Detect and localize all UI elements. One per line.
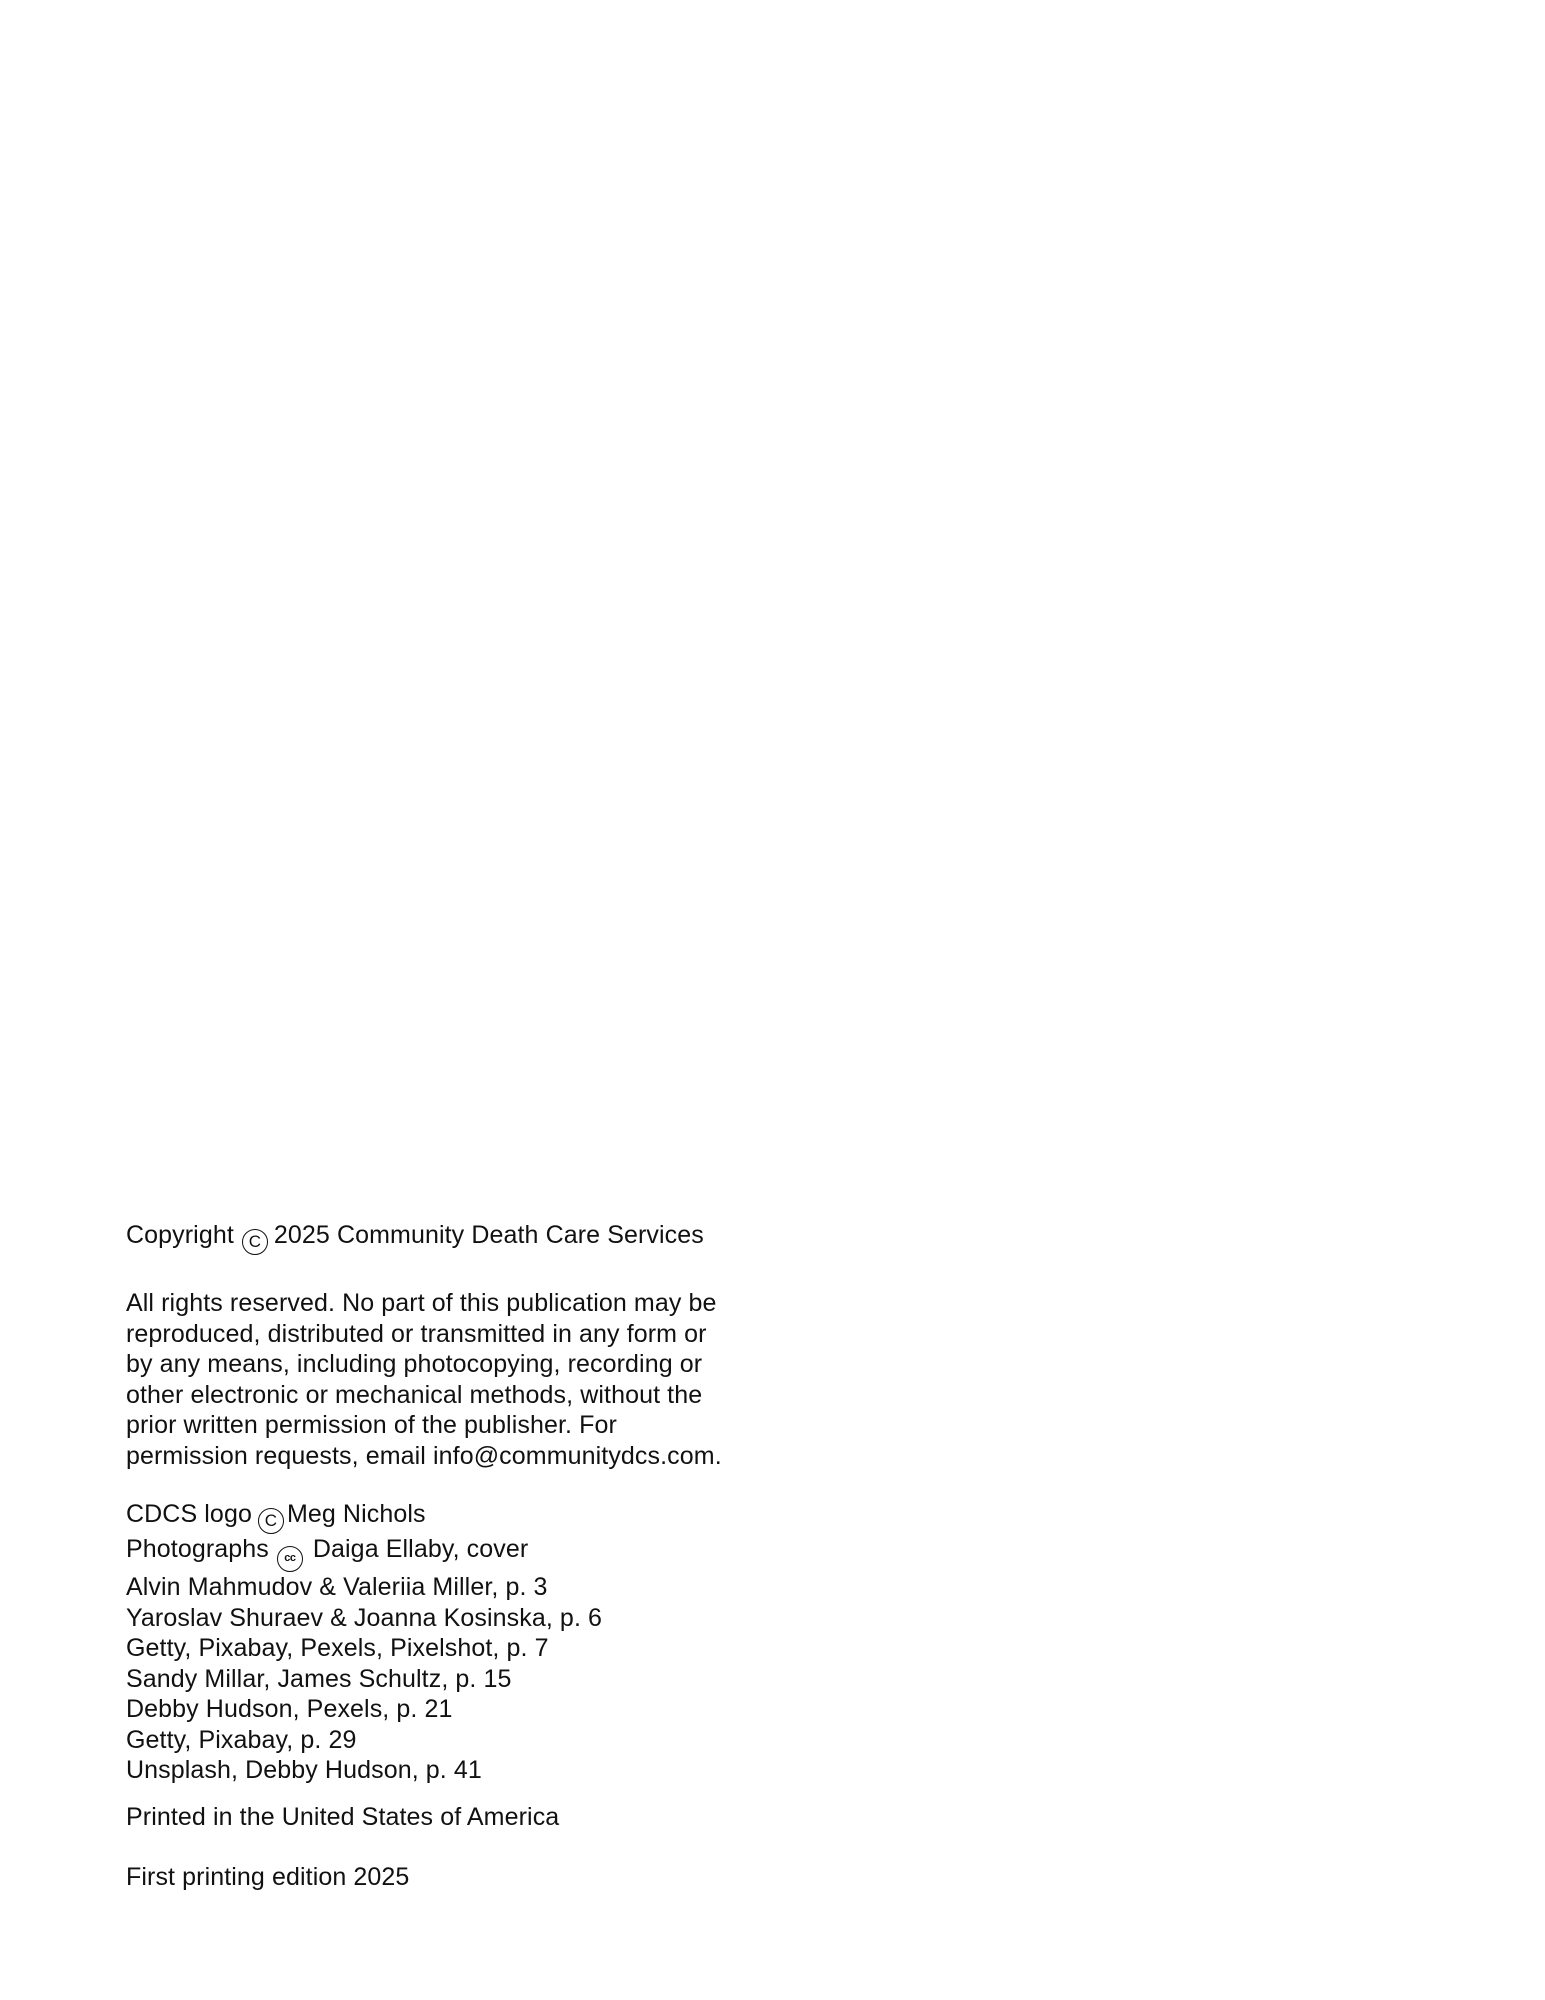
edition-notice: First printing edition 2025 xyxy=(126,1863,410,1891)
creative-commons-icon: cc xyxy=(277,1546,303,1572)
rights-line: by any means, including photocopying, recording or xyxy=(126,1350,703,1378)
photo-credit-line: Yaroslav Shuraev & Joanna Kosinska, p. 6 xyxy=(126,1603,603,1632)
photo-credit-first: Daiga Ellaby, cover xyxy=(312,1535,529,1563)
rights-line: All rights reserved. No part of this publication may be xyxy=(126,1289,717,1317)
copyright-symbol-icon: C xyxy=(242,1229,268,1255)
rights-line: reproduced, distributed or transmitted in any form or xyxy=(126,1319,707,1348)
logo-credit-owner: Meg Nichols xyxy=(286,1500,426,1528)
photo-credit-line: Debby Hudson, Pexels, p. 21 xyxy=(126,1695,453,1723)
photo-credit-line: Sandy Millar, James Schultz, p. 15 xyxy=(126,1664,512,1693)
image-credits xyxy=(126,1499,602,1786)
photo-credit-line: Alvin Mahmudov & Valeriia Miller, p. 3 xyxy=(126,1573,548,1601)
copyright-notice xyxy=(126,1220,704,1255)
printed-in-notice: Printed in the United States of America xyxy=(126,1803,560,1831)
rights-line: other electronic or mechanical methods, without the xyxy=(126,1380,703,1409)
copyright-holder: 2025 Community Death Care Services xyxy=(273,1221,704,1249)
rights-line: prior written permission of the publisher. For xyxy=(126,1411,617,1439)
copyright-prefix: Copyright xyxy=(126,1221,234,1249)
rights-statement xyxy=(126,1288,722,1471)
photo-credit-line: Unsplash, Debby Hudson, p. 41 xyxy=(126,1756,482,1784)
rights-line: permission requests, email info@communitydcs.com. xyxy=(126,1441,722,1470)
copyright-symbol-icon: C xyxy=(258,1508,284,1534)
photo-credit-header xyxy=(126,1534,602,1572)
logo-credit-prefix: CDCS logo xyxy=(126,1500,252,1528)
photo-credit-line: Getty, Pixabay, Pexels, Pixelshot, p. 7 xyxy=(126,1634,549,1662)
photo-credit-prefix: Photographs xyxy=(126,1535,269,1563)
photo-credit-line: Getty, Pixabay, p. 29 xyxy=(126,1725,357,1754)
logo-credit xyxy=(126,1499,602,1534)
